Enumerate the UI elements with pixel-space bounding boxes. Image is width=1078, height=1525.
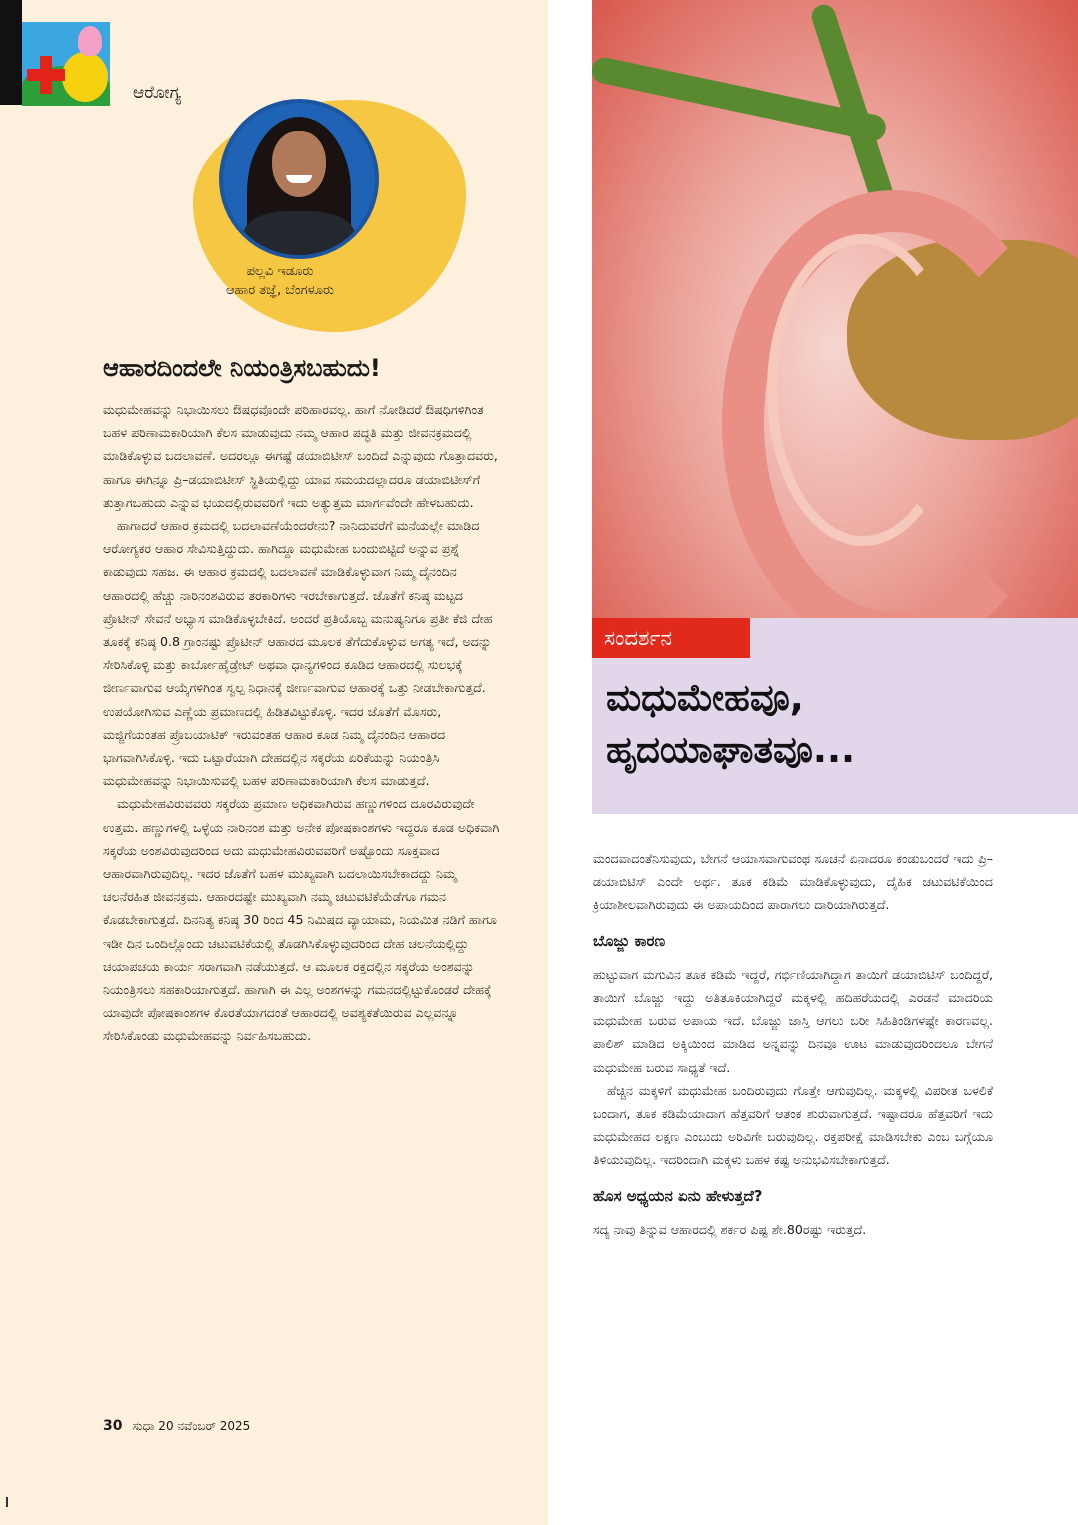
interview-tag: ಸಂದರ್ಶನ [592,618,750,658]
page-footer [103,1418,250,1434]
paragraph: ಮಧುಮೇಹವಿರುವವರು ಸಕ್ಕರೆಯ ಪ್ರಮಾಣ ಅಧಿಕವಾಗಿರುವ ಹಣ್ಣುಗಳಿಂದ ದೂರವಿರುವುದೇ ಉತ್ತಮ. ಹಣ್ಣುಗಳಲ್ಲಿ ಒಳ್ಳೆಯ ನಾರಿನಂಶ ಮತ್ತು ಅನೇಕ ಪೋಷಕಾಂಶಗಳು ಇದ್ದರೂ ಕೂಡ ಅಧಿಕವಾಗಿ ಸಕ್ಕರೆಯ ಅಂಶವಿರುವುದರಿಂದ ಅದು ಮಧುಮೇಹವಿರುವವರಿಗೆ ಅಷ್ಟೊಂದು ಸೂಕ್ತವಾದ ಆಹಾರವಾಗಿರುವುದಿಲ್ಲ. ಇದರ ಜೊತೆಗೆ ಬಹಳ ಮುಖ್ಯವಾಗಿ ಬದಲಾಯಿಸಬೇಕಾದದ್ದು ನಿಮ್ಮ ಚಲನೆರಹಿತ ಜೀವನಕ್ರಮ. ಆಹಾರದಷ್ಟೇ ಮುಖ್ಯವಾಗಿ ನಮ್ಮ ಚಟುವಟಿಕೆಯೆಡೆಗೂ ಗಮನ ಕೊಡಬೇಕಾಗುತ್ತದೆ. ದಿನನಿತ್ಯ ಕನಿಷ್ಠ 30 ರಿಂದ 45 ನಿಮಿಷದ ವ್ಯಾಯಾಮ, ನಿಯಮಿತ ನಡಿಗೆ ಹಾಗೂ ಇಡೀ ದಿನ ಒಂದಿಲ್ಲೊಂದು ಚಟುವಟಿಕೆಯಲ್ಲಿ ತೊಡಗಿಸಿಕೊಳ್ಳುವುದರಿಂದ ದೇಹ ಚಲನೆಯಲ್ಲಿದ್ದು ಚಯಾಪಚಯ ಕಾರ್ಯ ಸರಾಗವಾಗಿ ನಡೆಯುತ್ತದೆ. ಆ ಮೂಲಕ ರಕ್ತದಲ್ಲಿನ ಸಕ್ಕರೆಯ ಅಂಶವನ್ನು ನಿಯಂತ್ರಿಸಲು ಸಹಕಾರಿಯಾಗುತ್ತದೆ. ಹಾಗಾಗಿ ಈ ಎಲ್ಲ ಅಂಶಗಳನ್ನು ಗಮನದಲ್ಲಿಟ್ಟುಕೊಂಡರೆ ದೇಹಕ್ಕೆ ಯಾವುದೇ ಪೋಷಕಾಂಶಗಳ ಕೊರತೆಯಾಗದಂತೆ ಆಹಾರದಲ್ಲಿ ಅವಶ್ಯಕತೆಯಿರುವ ಎಲ್ಲವನ್ನೂ ಸೇರಿಸಿಕೊಂಡು ಮಧುಮೇಹವನ್ನು ನಿರ್ವಹಿಸಬಹುದು. [103,796,500,1044]
issue-info: ಸುಧಾ 20 ನವೆಂಬರ್ 2025 [132,1419,251,1433]
paragraph: ಹುಟ್ಟುವಾಗ ಮಗುವಿನ ತೂಕ ಕಡಿಮೆ ಇದ್ದರೆ, ಗರ್ಭಿಣಿಯಾಗಿದ್ದಾಗ ತಾಯಿಗೆ ಡಯಾಬಿಟಿಸ್ ಬಂದಿದ್ದರೆ, ತಾಯಿಗೆ ಬೊಜ್ಜು ಇದ್ದು ಅತಿತೂಕಿಯಾಗಿದ್ದರೆ ಮಕ್ಕಳಲ್ಲಿ ಹದಿಹರೆಯದಲ್ಲಿ ಎರಡನೆ ಮಾದರಿಯ ಮಧುಮೇಹ ಬರುವ ಅಪಾಯ ಇದೆ. ಬೊಜ್ಜು ಜಾಸ್ತಿ ಆಗಲು ಬರೀ ಸಿಹಿತಿಂಡಿಗಳಷ್ಟೇ ಕಾರಣವಲ್ಲ. ಪಾಲಿಶ್ ಮಾಡಿದ ಅಕ್ಕಿಯಿಂದ ಮಾಡಿದ ಅನ್ನವನ್ನು ದಿನವೂ ಊಟ ಮಾಡುವುದರಿಂದಲೂ ಬೇಗನೆ ಮಧುಮೇಹ ಬರುವ ಸಾಧ್ಯತೆ ಇದೆ. [593,966,993,1075]
page-number: 30 [103,1418,123,1434]
title-line: ಹೃದಯಾಘಾತವೂ... [606,728,856,771]
subheading: ಬೊಜ್ಜು ಕಾರಣ [593,931,666,950]
corner-block [0,0,22,105]
author-name: ಪಲ್ಲವಿ ಇಡೂರು [246,264,314,279]
paragraph: ಸದ್ಯ ನಾವು ತಿನ್ನುವ ಆಹಾರದಲ್ಲಿ ಶರ್ಕರ ಪಿಷ್ಟ ಶೇ.80ರಷ್ಟು ಇರುತ್ತದೆ. [593,1221,867,1237]
butterfly-icon [78,26,102,56]
medical-cross-bar [27,69,65,81]
subheading: ಹೊಸ ಅಧ್ಯಯನ ಏನು ಹೇಳುತ್ತದೆ? [593,1186,763,1205]
section-label: ಆರೋಗ್ಯ [133,83,182,103]
duodenum-lining-shape [767,234,959,546]
author-smile [286,175,312,183]
paragraph: ಮಂದವಾದಂತೆನಿಸುವುದು, ಬೇಗನೆ ಆಯಾಸವಾಗುವಂಥ ಸೂಚನೆ ಏನಾದರೂ ಕಂಡುಬಂದರೆ ಇದು ಪ್ರಿ–ಡಯಾಬಿಟಿಸ್ ಎಂದೇ ಅರ್ಥ. ತೂಕ ಕಡಿಮೆ ಮಾಡಿಕೊಳ್ಳುವುದು, ದೈಹಿಕ ಚಟುವಟಿಕೆಯಿಂದ ಕ್ರಿಯಾಶೀಲವಾಗಿರುವುದು ಈ ಅಪಾಯದಿಂದ ಪಾರಾಗಲು ದಾರಿಯಾಗಿರುತ್ತದೆ. [593,851,993,913]
left-article-body [103,398,501,1048]
author-shirt [243,211,355,259]
health-section-logo-icon [22,22,110,106]
right-article-body [593,847,993,1241]
left-headline: ಆಹಾರದಿಂದಲೇ ನಿಯಂತ್ರಿಸಬಹುದು! [103,354,381,382]
pancreas-illustration [592,0,1078,635]
title-line: ಮಧುಮೇಹವೂ, [606,676,804,719]
author-role: ಆಹಾರ ತಜ್ಞೆ, ಬೆಂಗಳೂರು [226,283,334,298]
paragraph: ಹಾಗಾದರೆ ಆಹಾರ ಕ್ರಮದಲ್ಲಿ ಬದಲಾವಣೆಯೆಂದರೇನು? ನಾನಿದುವರೆಗೆ ಮನೆಯಲ್ಲೇ ಮಾಡಿದ ಆರೋಗ್ಯಕರ ಆಹಾರ ಸೇವಿಸುತ್ತಿದ್ದುದು. ಹಾಗಿದ್ದೂ ಮಧುಮೇಹ ಬಂದುಬಿಟ್ಟಿದೆ ಅನ್ನುವ ಪ್ರಶ್ನೆ ಕಾಡುವುದು ಸಹಜ. ಈ ಆಹಾರ ಕ್ರಮದಲ್ಲಿ ಬದಲಾವಣೆ ಮಾಡಿಕೊಳ್ಳುವಾಗ ನಿಮ್ಮ ದೈನಂದಿನ ಆಹಾರದಲ್ಲಿ ಹೆಚ್ಚು ನಾರಿನಂಶವಿರುವ ತರಕಾರಿಗಳು ಇರಬೇಕಾಗುತ್ತದೆ. ಜೊತೆಗೆ ಕನಿಷ್ಠ ಮಟ್ಟದ ಪ್ರೊಟೀನ್ ಸೇವನೆ ಅಭ್ಯಾಸ ಮಾಡಿಕೊಳ್ಳಬೇಕಿದೆ. ಅಂದರೆ ಪ್ರತಿಯೊಬ್ಬ ಮನುಷ್ಯನಿಗೂ ಪ್ರತೀ ಕೆಜಿ ದೇಹ ತೂಕಕ್ಕೆ ಕನಿಷ್ಠ 0.8 ಗ್ರಾಂನಷ್ಟು ಪ್ರೊಟೀನ್ ಆಹಾರದ ಮೂಲಕ ತೆಗೆದುಕೊಳ್ಳುವ ಅಗತ್ಯ ಇದೆ, ಅದನ್ನು ಸೇರಿಸಿಕೊಳ್ಳಿ ಮತ್ತು ಕಾರ್ಬೋಹೈಡ್ರೇಟ್ ಅಥವಾ ಧಾನ್ಯಗಳಿಂದ ಕೂಡಿದ ಆಹಾರದಲ್ಲಿ ಸುಲಭಕ್ಕೆ ಜೀರ್ಣವಾಗುವ ಆಯ್ಕೆಗಳಿಗಿಂತ ಸ್ವಲ್ಪ ನಿಧಾನಕ್ಕೆ ಜೀರ್ಣವಾಗುವ ಆಹಾರಕ್ಕೆ ಒತ್ತು ನೀಡಬೇಕಾಗುತ್ತದೆ. ಉಪಯೋಗಿಸುವ ಎಣ್ಣೆಯ ಪ್ರಮಾಣದಲ್ಲಿ ಹಿಡಿತವಿಟ್ಟುಕೊಳ್ಳಿ. ಇದರ ಜೊತೆಗೆ ಮೊಸರು, ಮಜ್ಜಿಗೆಯಂತಹ ಪ್ರೊಬಯಾಟಿಕ್ ಇರುವಂತಹ ಆಹಾರ ಕೂಡ ನಿಮ್ಮ ದೈನಂದಿನ ಆಹಾರದ ಭಾಗವಾಗಿಸಿಕೊಳ್ಳಿ. ಇದು ಒಟ್ಟಾರೆಯಾಗಿ ದೇಹದಲ್ಲಿನ ಸಕ್ಕರೆಯ ಏರಿಕೆಯನ್ನು ನಿಯಂತ್ರಿಸಿ ಮಧುಮೇಹವನ್ನು ನಿಭಾಯಿಸುವಲ್ಲಿ ಬಹಳ ಪರಿಣಾಮಕಾರಿಯಾಗಿ ಕೆಲಸ ಮಾಡುತ್ತದೆ. [103,518,493,789]
author-photo [219,99,379,259]
paragraph: ಹೆಚ್ಚಿನ ಮಕ್ಕಳಿಗೆ ಮಧುಮೇಹ ಬಂದಿರುವುದು ಗೊತ್ತೇ ಆಗುವುದಿಲ್ಲ. ಮಕ್ಕಳಲ್ಲಿ ವಿಪರೀತ ಬಳಲಿಕೆ ಬಂದಾಗ, ತೂಕ ಕಡಿಮೆಯಾದಾಗ ಹೆತ್ತವರಿಗೆ ಆತಂಕ ಶುರುವಾಗುತ್ತದೆ. ಇಷ್ಟಾದರೂ ಹೆತ್ತವರಿಗೆ ಇದು ಮಧುಮೇಹದ ಲಕ್ಷಣ ಎಂಬುದು ಅರಿವಿಗೇ ಬರುವುದಿಲ್ಲ. ರಕ್ತಪರೀಕ್ಷೆ ಮಾಡಿಸಬೇಕು ಎಂಬ ಬಗ್ಗೆಯೂ ತಿಳಿಯುವುದಿಲ್ಲ. ಇದರಿಂದಾಗಿ ಮಕ್ಕಳು ಬಹಳ ಕಷ್ಟ ಅನುಭವಿಸಬೇಕಾಗುತ್ತದೆ. [593,1082,993,1168]
crop-mark [6,1497,8,1507]
article-title [606,672,1072,776]
logo-sun-shape [62,52,108,102]
author-byline [180,262,380,300]
paragraph: ಮಧುಮೇಹವನ್ನು ನಿಭಾಯಿಸಲು ಔಷಧವೊಂದೇ ಪರಿಹಾರವಲ್ಲ. ಹಾಗೆ ನೋಡಿದರೆ ಔಷಧಿಗಳಿಗಿಂತ ಬಹಳ ಪರಿಣಾಮಕಾರಿಯಾಗಿ ಕೆಲಸ ಮಾಡುವುದು ನಮ್ಮ ಆಹಾರ ಪದ್ಧತಿ ಮತ್ತು ಜೀವನಕ್ರಮದಲ್ಲಿ ಮಾಡಿಕೊಳ್ಳುವ ಬದಲಾವಣೆ. ಅದರಲ್ಲೂ ಈಗಷ್ಟೆ ಡಯಾಬಿಟೀಸ್ ಬಂದಿದೆ ಎನ್ನುವುದು ಗೊತ್ತಾದವರು, ಹಾಗೂ ಈಗಿನ್ನೂ ಪ್ರಿ–ಡಯಾಬಿಟೀಸ್ ಸ್ಥಿತಿಯಲ್ಲಿದ್ದು ಯಾವ ಸಮಯದಲ್ಲಾದರೂ ಡಯಾಬಿಟೀಸ್‌ಗೆ ತುತ್ತಾಗಬಹುದು ಎನ್ನುವ ಭಯದಲ್ಲಿರುವವರಿಗೆ ಇದು ಅತ್ಯುತ್ತಮ ಮಾರ್ಗವೆಂದೇ ಹೇಳಬಹುದು. [103,402,498,510]
author-face [272,131,326,197]
